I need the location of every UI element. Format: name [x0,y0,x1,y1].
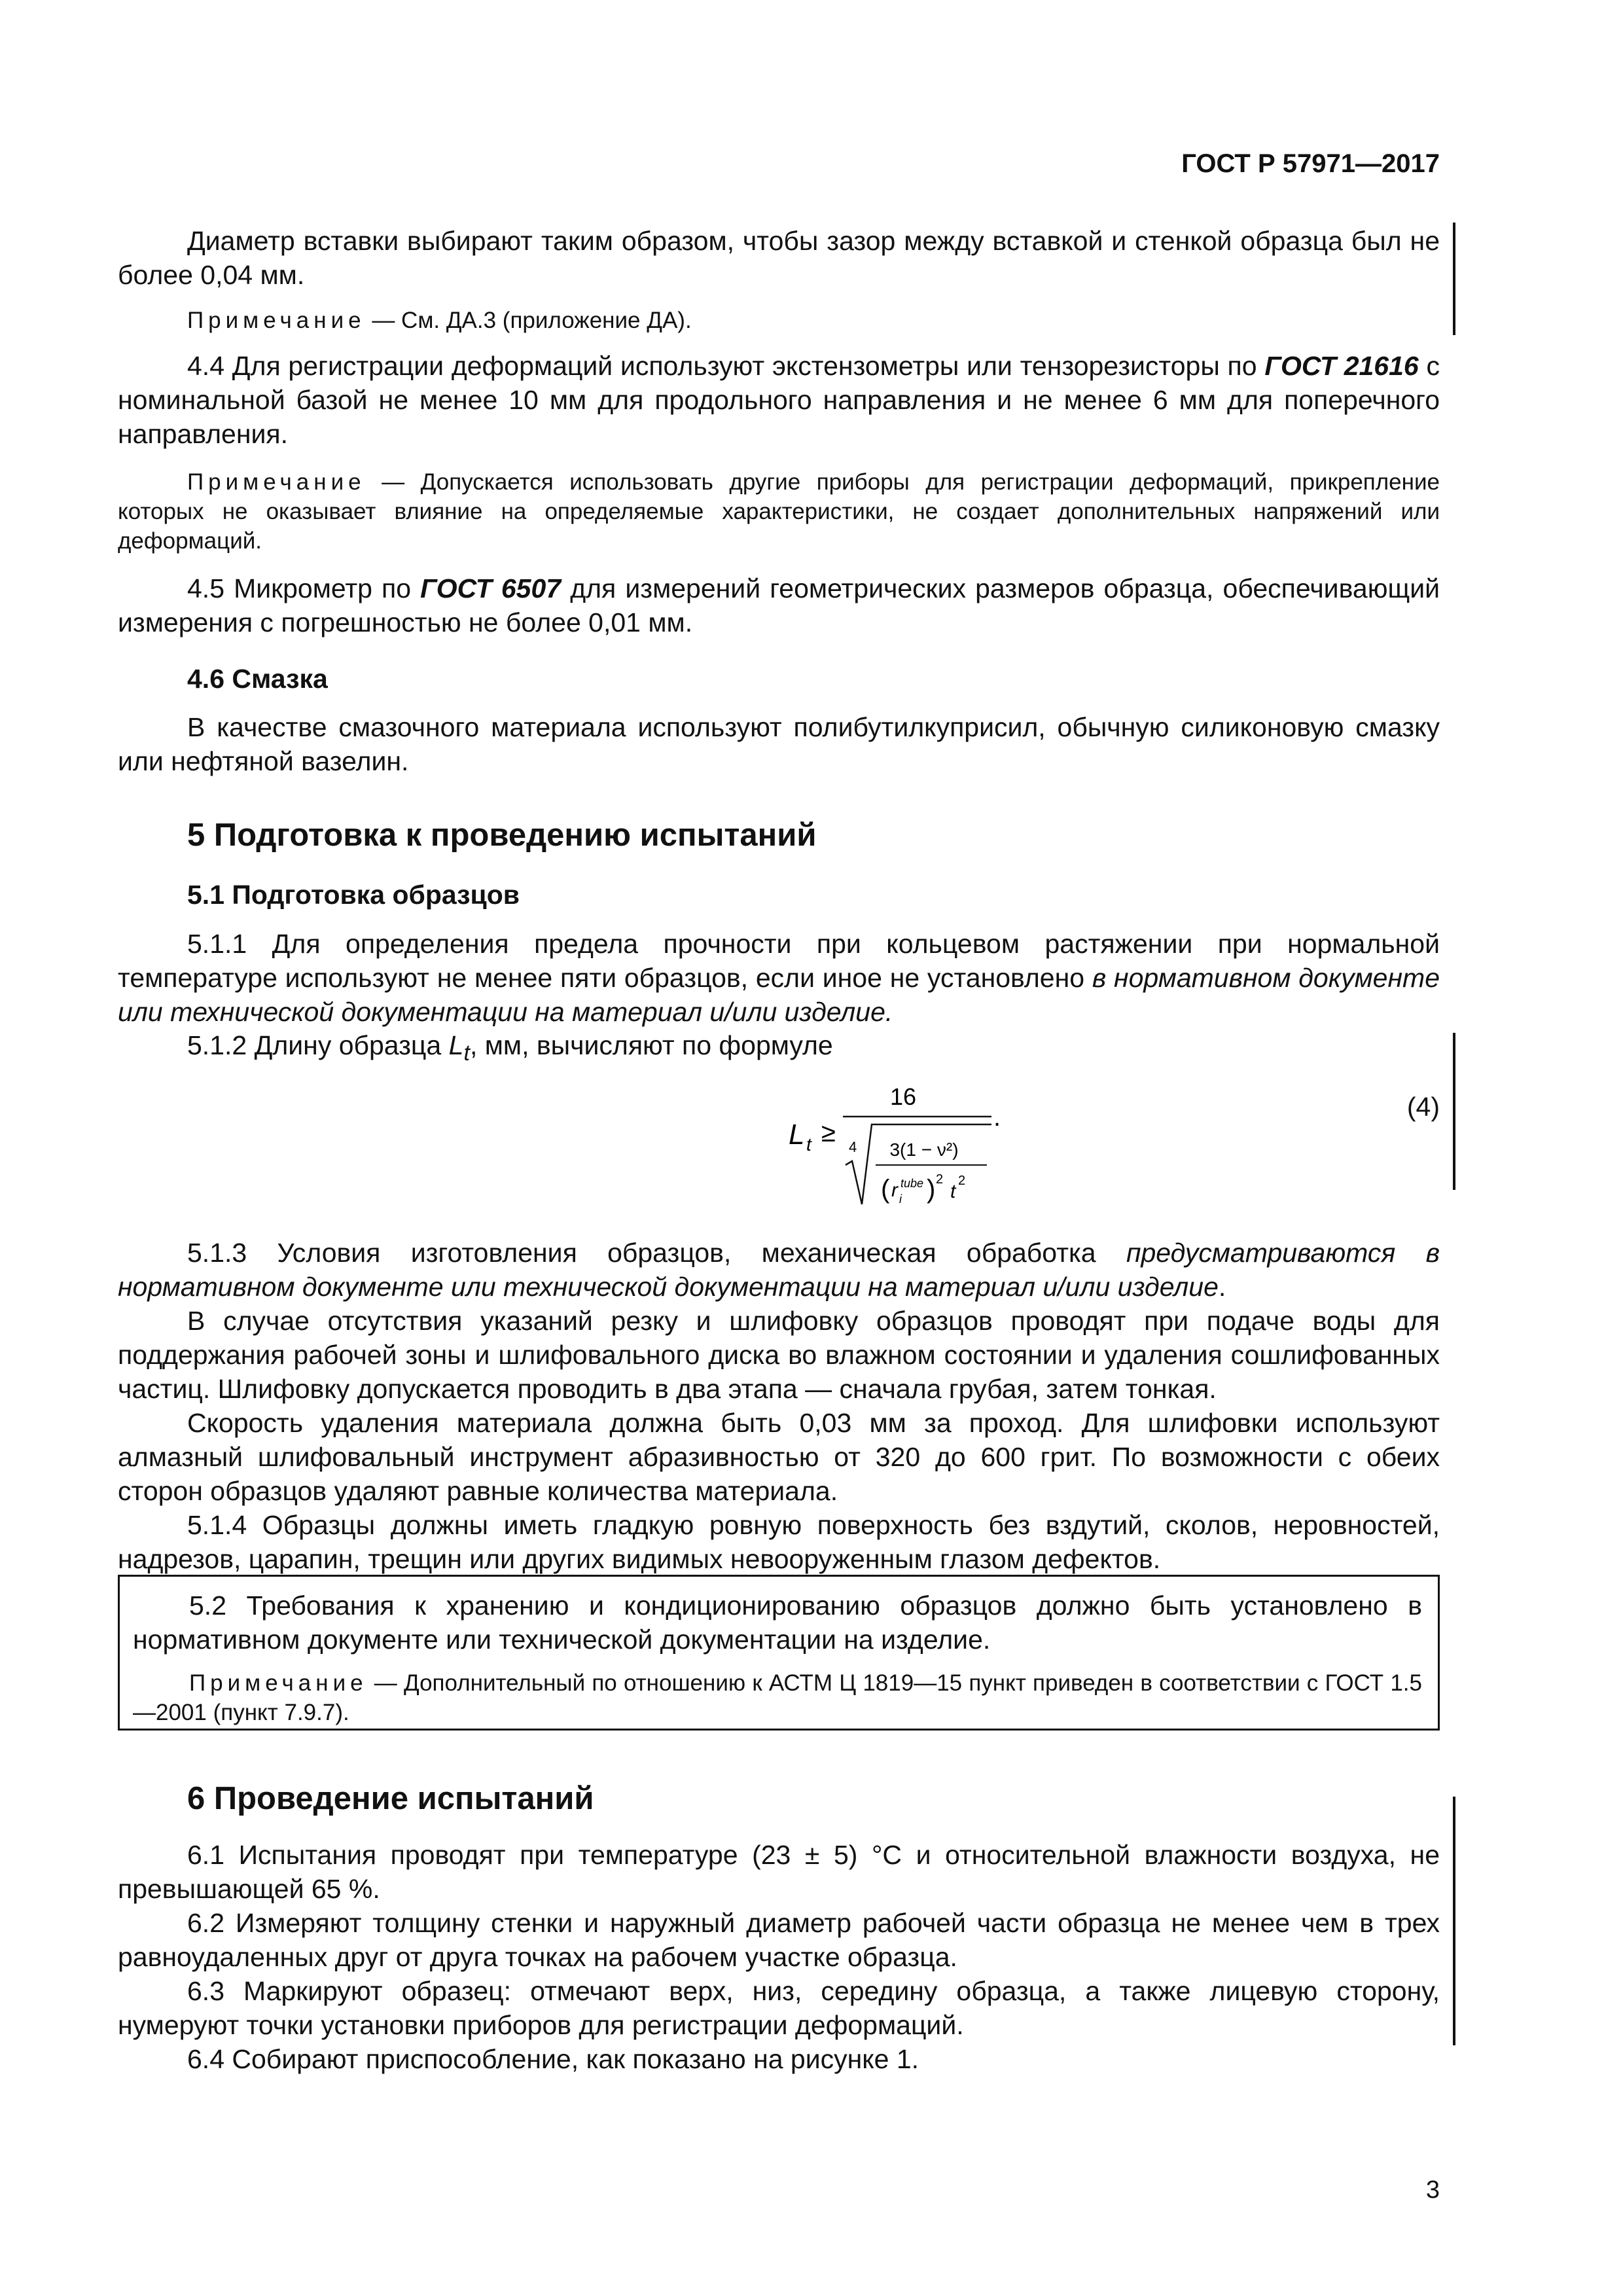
inner-t: t [950,1181,956,1202]
root-index: 4 [849,1139,857,1155]
document-page [118,0,1440,2296]
heading-section-5: 5 Подготовка к проведению испытаний [187,817,817,853]
paragraph-6-4: 6.4 Собирают приспособление, как показано на рисунке 1. [187,2044,919,2074]
inner-exp: 2 [936,1172,944,1187]
formula-end: . [993,1103,1001,1132]
italic-text: в нормативном документе или технической документации на материал и/или изделие. [118,963,1440,1027]
text: с номинальной базой не менее 10 мм для продольного направления и не менее 6 мм для поперечного направления. [118,351,1440,449]
paragraph-cutting: В случае отсутствия указаний резку и шлифовку образцов проводят при подаче воды для поддержания рабочей зоны и шлифовального диска во влажном состоянии и удаления сошлифованных частиц. Шлифовку допускается проводить в два этапа — сначала грубая, затем тонкая. [118,1306,1440,1404]
text: 4.5 Микрометр по [187,573,421,603]
standard-reference: ГОСТ 6507 [420,573,562,603]
symbol-subscript: t [463,1041,470,1066]
paren-open: ( [881,1175,890,1204]
text: . [1218,1272,1226,1302]
formula-lhs-sub: t [806,1134,812,1155]
paragraph-5-1-2 [118,1028,1440,1070]
document-id-header: ГОСТ Р 57971—2017 [1181,149,1440,178]
text: 5.1.3 Условия изготовления образцов, механическая обработка [187,1238,1126,1268]
paren-close: ) [927,1175,936,1204]
paragraph-6-1: 6.1 Испытания проводят при температуре (23 ± 5) °C и относительной влажности воздуха, не превышающей 65 %. [118,1840,1440,1904]
change-bar [1453,223,1455,335]
paragraph-4-6: В качестве смазочного материала используют полибутилкуприсил, обычную силиконовую смазку или нефтяной вазелин. [118,712,1440,776]
paragraph-6-3: 6.3 Маркируют образец: отмечают верх, низ, середину образца, а также лицевую сторону, нумеруют точки установки приборов для регистрации деформаций. [118,1976,1440,2040]
text: , мм, вычисляют по формуле [469,1030,833,1060]
equation-number: (4) [1406,1092,1440,1122]
paragraph-5-2: 5.2 Требования к хранению и кондиционированию образцов должно быть установлено в нормативном документе или технической документации на изделие. [133,1590,1422,1655]
note-text: — Дополнительный по отношению к АСТМ Ц 1819—15 пункт приведен в соответствии с ГОСТ 1.5—2001 (пункт 7.9.7). [133,1670,1422,1725]
paragraph-4-4 [118,349,1440,451]
text: 5.1.2 Длину образца [187,1030,449,1060]
text: для измерений геометрических размеров образца, обеспечивающий измерения с погрешностью не более 0,01 мм. [118,573,1440,637]
paragraph-4-5 [118,571,1440,639]
note-label: Примечание [187,308,366,333]
note-label: Примечание [189,1670,368,1696]
heading-section-6: 6 Проведение испытаний [187,1781,594,1816]
note-text: — См. ДА.3 (приложение ДА). [365,308,692,333]
note-label: Примечание [187,469,366,495]
formula-lhs: L [789,1119,805,1151]
formula-numerator: 16 [889,1083,917,1110]
symbol: L [448,1030,464,1060]
note-text: — Допускается использовать другие приборы для регистрации деформаций, прикрепление которых не оказывает влияние на определяемые характеристики, не создает дополнительных напряжений или деформаций. [118,469,1440,554]
heading-5-1: 5.1 Подготовка образцов [187,880,520,910]
note-2 [118,467,1440,556]
paragraph-6-2: 6.2 Измеряют толщину стенки и наружный диаметр рабочей части образца не менее чем в трех равноудаленных друг от друга точках на рабочем участке образца. [118,1908,1440,1972]
paragraph-5-1-4: 5.1.4 Образцы должны иметь гладкую ровную поверхность без вздутий, сколов, неровностей, надрезов, царапин, трещин или других видимых невооруженным глазом дефектов. [118,1510,1440,1574]
heading-4-6: 4.6 Смазка [187,664,328,694]
change-bar [1453,1033,1455,1190]
italic-text: предусматриваются в нормативном документе или технической документации на материал и/или изделие [118,1238,1440,1302]
inner-r-sup: tube [901,1177,924,1190]
change-bar [1453,1797,1455,2045]
paragraph-5-1-1 [118,927,1440,1029]
note-1 [118,306,1440,335]
paragraph-insert-diameter: Диаметр вставки выбирают таким образом, чтобы зазор между вставкой и стенкой образца был не более 0,04 мм. [118,226,1440,290]
page-number: 3 [1425,2176,1440,2204]
paragraph-removal-rate: Скорость удаления материала должна быть 0,03 мм за проход. Для шлифовки используют алмазный шлифовальный инструмент абразивностью от 320 до 600 грит. По возможности с обеих сторон образцов удаляют равные количества материала. [118,1408,1440,1506]
formula-4 [668,1073,1060,1211]
text: 4.4 Для регистрации деформаций используют экстензометры или тензорезисторы по [187,351,1265,381]
standard-reference: ГОСТ 21616 [1264,351,1419,381]
formula-relation: ≥ [821,1119,836,1147]
inner-r-sub: i [899,1193,902,1206]
note-3 [133,1668,1422,1727]
text: 5.1.1 Для определения предела прочности при кольцевом растяжении при нормальной температуре используют не менее пяти образцов, если иное не установлено [118,929,1440,993]
inner-t-exp: 2 [958,1174,966,1188]
paragraph-5-1-3 [118,1236,1440,1304]
inner-numerator: 3(1 − ν²) [889,1139,959,1160]
inner-r: r [891,1179,898,1201]
framed-clause-5-2 [118,1575,1440,1731]
